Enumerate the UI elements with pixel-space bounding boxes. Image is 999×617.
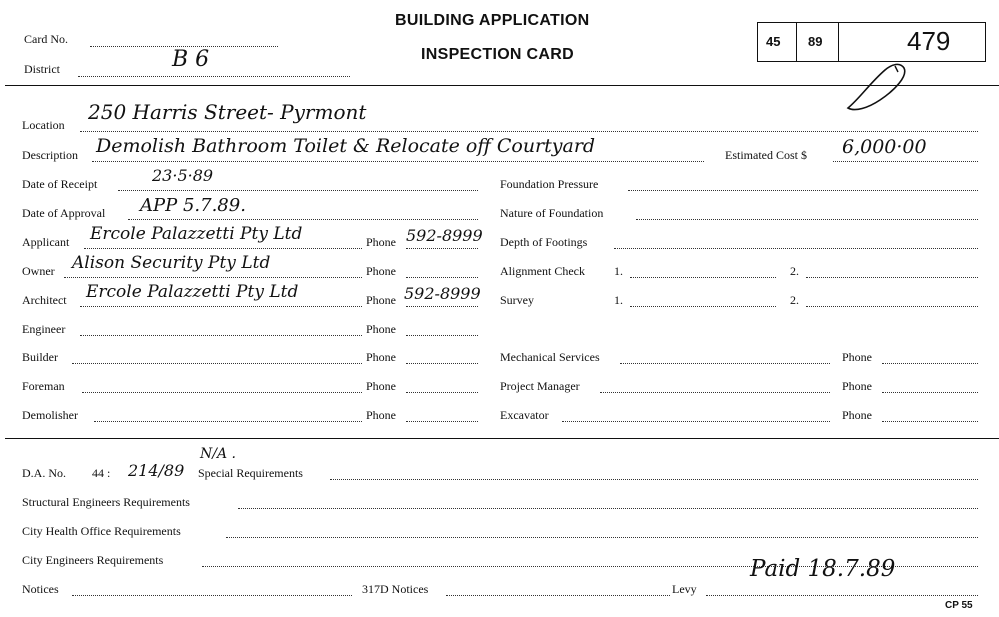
title-line-2: INSPECTION CARD	[421, 46, 574, 63]
notices-317d-label: 317D Notices	[362, 582, 429, 596]
owner-phone-label: Phone	[366, 264, 396, 278]
notices-label: Notices	[22, 582, 59, 596]
builder-phone-label: Phone	[366, 350, 396, 364]
alignment-check-label: Alignment Check	[500, 264, 585, 278]
district-line[interactable]	[78, 76, 350, 77]
city-engineers-label: City Engineers Requirements	[22, 553, 164, 567]
demolisher-line[interactable]	[94, 421, 362, 422]
alignment-check-num-2: 2.	[790, 264, 799, 278]
middle-rule	[5, 438, 999, 439]
project-manager-label: Project Manager	[500, 379, 580, 393]
levy-value: Paid 18.7.89	[750, 556, 896, 582]
engineer-phone-line[interactable]	[406, 335, 478, 336]
applicant-line[interactable]	[84, 248, 362, 249]
structural-engineers-label: Structural Engineers Requirements	[22, 495, 190, 509]
owner-value: Alison Security Pty Ltd	[72, 253, 271, 273]
date-of-approval-label: Date of Approval	[22, 206, 106, 220]
applicant-label: Applicant	[22, 235, 70, 249]
project-manager-line[interactable]	[600, 392, 830, 393]
excavator-line[interactable]	[562, 421, 830, 422]
date-of-receipt-label: Date of Receipt	[22, 177, 98, 191]
foreman-label: Foreman	[22, 379, 65, 393]
nature-of-foundation-line[interactable]	[636, 219, 978, 220]
special-requirements-label: Special Requirements	[198, 466, 303, 480]
city-health-office-label: City Health Office Requirements	[22, 524, 181, 538]
foreman-phone-line[interactable]	[406, 392, 478, 393]
date-of-approval-value: APP 5.7.89.	[140, 195, 246, 216]
foreman-phone-label: Phone	[366, 379, 396, 393]
alignment-check-line-1[interactable]	[630, 277, 776, 278]
demolisher-label: Demolisher	[22, 408, 78, 422]
card-no-label: Card No.	[24, 32, 68, 46]
builder-phone-line[interactable]	[406, 363, 478, 364]
mechanical-services-line[interactable]	[620, 363, 830, 364]
survey-line-1[interactable]	[630, 306, 776, 307]
alignment-check-line-2[interactable]	[806, 277, 978, 278]
date-of-approval-line[interactable]	[128, 219, 478, 220]
demolisher-phone-label: Phone	[366, 408, 396, 422]
depth-of-footings-label: Depth of Footings	[500, 235, 588, 249]
excavator-phone-line[interactable]	[882, 421, 978, 422]
description-line[interactable]	[92, 161, 704, 162]
da-no-value: 214/89	[128, 461, 185, 480]
card-box-2-value: 89	[808, 34, 823, 49]
city-health-office-line[interactable]	[226, 537, 978, 538]
notices-line[interactable]	[72, 595, 352, 596]
location-label: Location	[22, 118, 65, 132]
owner-phone-line[interactable]	[406, 277, 478, 278]
excavator-phone-label: Phone	[842, 408, 872, 422]
estimated-cost-label: Estimated Cost $	[725, 148, 807, 162]
location-line[interactable]	[80, 131, 978, 132]
foundation-pressure-line[interactable]	[628, 190, 978, 191]
district-label: District	[24, 62, 60, 76]
levy-label: Levy	[672, 582, 697, 596]
architect-label: Architect	[22, 293, 67, 307]
architect-phone-line[interactable]	[406, 306, 478, 307]
da-na-value: N/A .	[200, 446, 236, 462]
notices-317d-line[interactable]	[446, 595, 670, 596]
architect-line[interactable]	[80, 306, 362, 307]
applicant-phone-label: Phone	[366, 235, 396, 249]
foreman-line[interactable]	[82, 392, 362, 393]
excavator-label: Excavator	[500, 408, 549, 422]
title-line-1: BUILDING APPLICATION	[395, 12, 590, 29]
architect-phone-value: 592-8999	[404, 284, 481, 303]
alignment-check-num-1: 1.	[614, 264, 623, 278]
levy-line[interactable]	[706, 595, 978, 596]
builder-line[interactable]	[72, 363, 362, 364]
description-label: Description	[22, 148, 78, 162]
survey-num-1: 1.	[614, 293, 623, 307]
nature-of-foundation-label: Nature of Foundation	[500, 206, 604, 220]
survey-label: Survey	[500, 293, 534, 307]
project-manager-phone-line[interactable]	[882, 392, 978, 393]
card-box-1-value: 45	[766, 34, 781, 49]
description-value: Demolish Bathroom Toilet & Relocate off Courtyard	[96, 135, 596, 157]
form-code: CP 55	[945, 600, 973, 611]
date-of-receipt-value: 23·5·89	[152, 166, 214, 185]
depth-of-footings-line[interactable]	[614, 248, 978, 249]
demolisher-phone-line[interactable]	[406, 421, 478, 422]
applicant-phone-value: 592-8999	[406, 226, 483, 245]
survey-line-2[interactable]	[806, 306, 978, 307]
foundation-pressure-label: Foundation Pressure	[500, 177, 599, 191]
applicant-phone-line[interactable]	[406, 248, 478, 249]
date-of-receipt-line[interactable]	[118, 190, 478, 191]
survey-num-2: 2.	[790, 293, 799, 307]
estimated-cost-value: 6,000·00	[842, 136, 927, 158]
estimated-cost-line[interactable]	[833, 161, 978, 162]
owner-line[interactable]	[64, 277, 362, 278]
engineer-line[interactable]	[80, 335, 362, 336]
architect-value: Ercole Palazzetti Pty Ltd	[86, 282, 299, 302]
architect-phone-label: Phone	[366, 293, 396, 307]
project-manager-phone-label: Phone	[842, 379, 872, 393]
mechanical-services-label: Mechanical Services	[500, 350, 600, 364]
owner-label: Owner	[22, 264, 55, 278]
structural-engineers-line[interactable]	[238, 508, 978, 509]
da-no-label: D.A. No.	[22, 466, 66, 480]
mechanical-phone-line[interactable]	[882, 363, 978, 364]
engineer-label: Engineer	[22, 322, 66, 336]
header-rule	[5, 85, 999, 86]
applicant-value: Ercole Palazzetti Pty Ltd	[90, 224, 303, 244]
district-value: B 6	[172, 47, 210, 72]
da-no-prefix: 44 :	[92, 466, 111, 480]
engineer-phone-label: Phone	[366, 322, 396, 336]
initials-scribble	[840, 58, 920, 118]
builder-label: Builder	[22, 350, 58, 364]
special-requirements-line[interactable]	[330, 479, 978, 480]
card-box-3-value: 479	[907, 26, 951, 56]
location-value: 250 Harris Street- Pyrmont	[88, 100, 367, 124]
mechanical-phone-label: Phone	[842, 350, 872, 364]
